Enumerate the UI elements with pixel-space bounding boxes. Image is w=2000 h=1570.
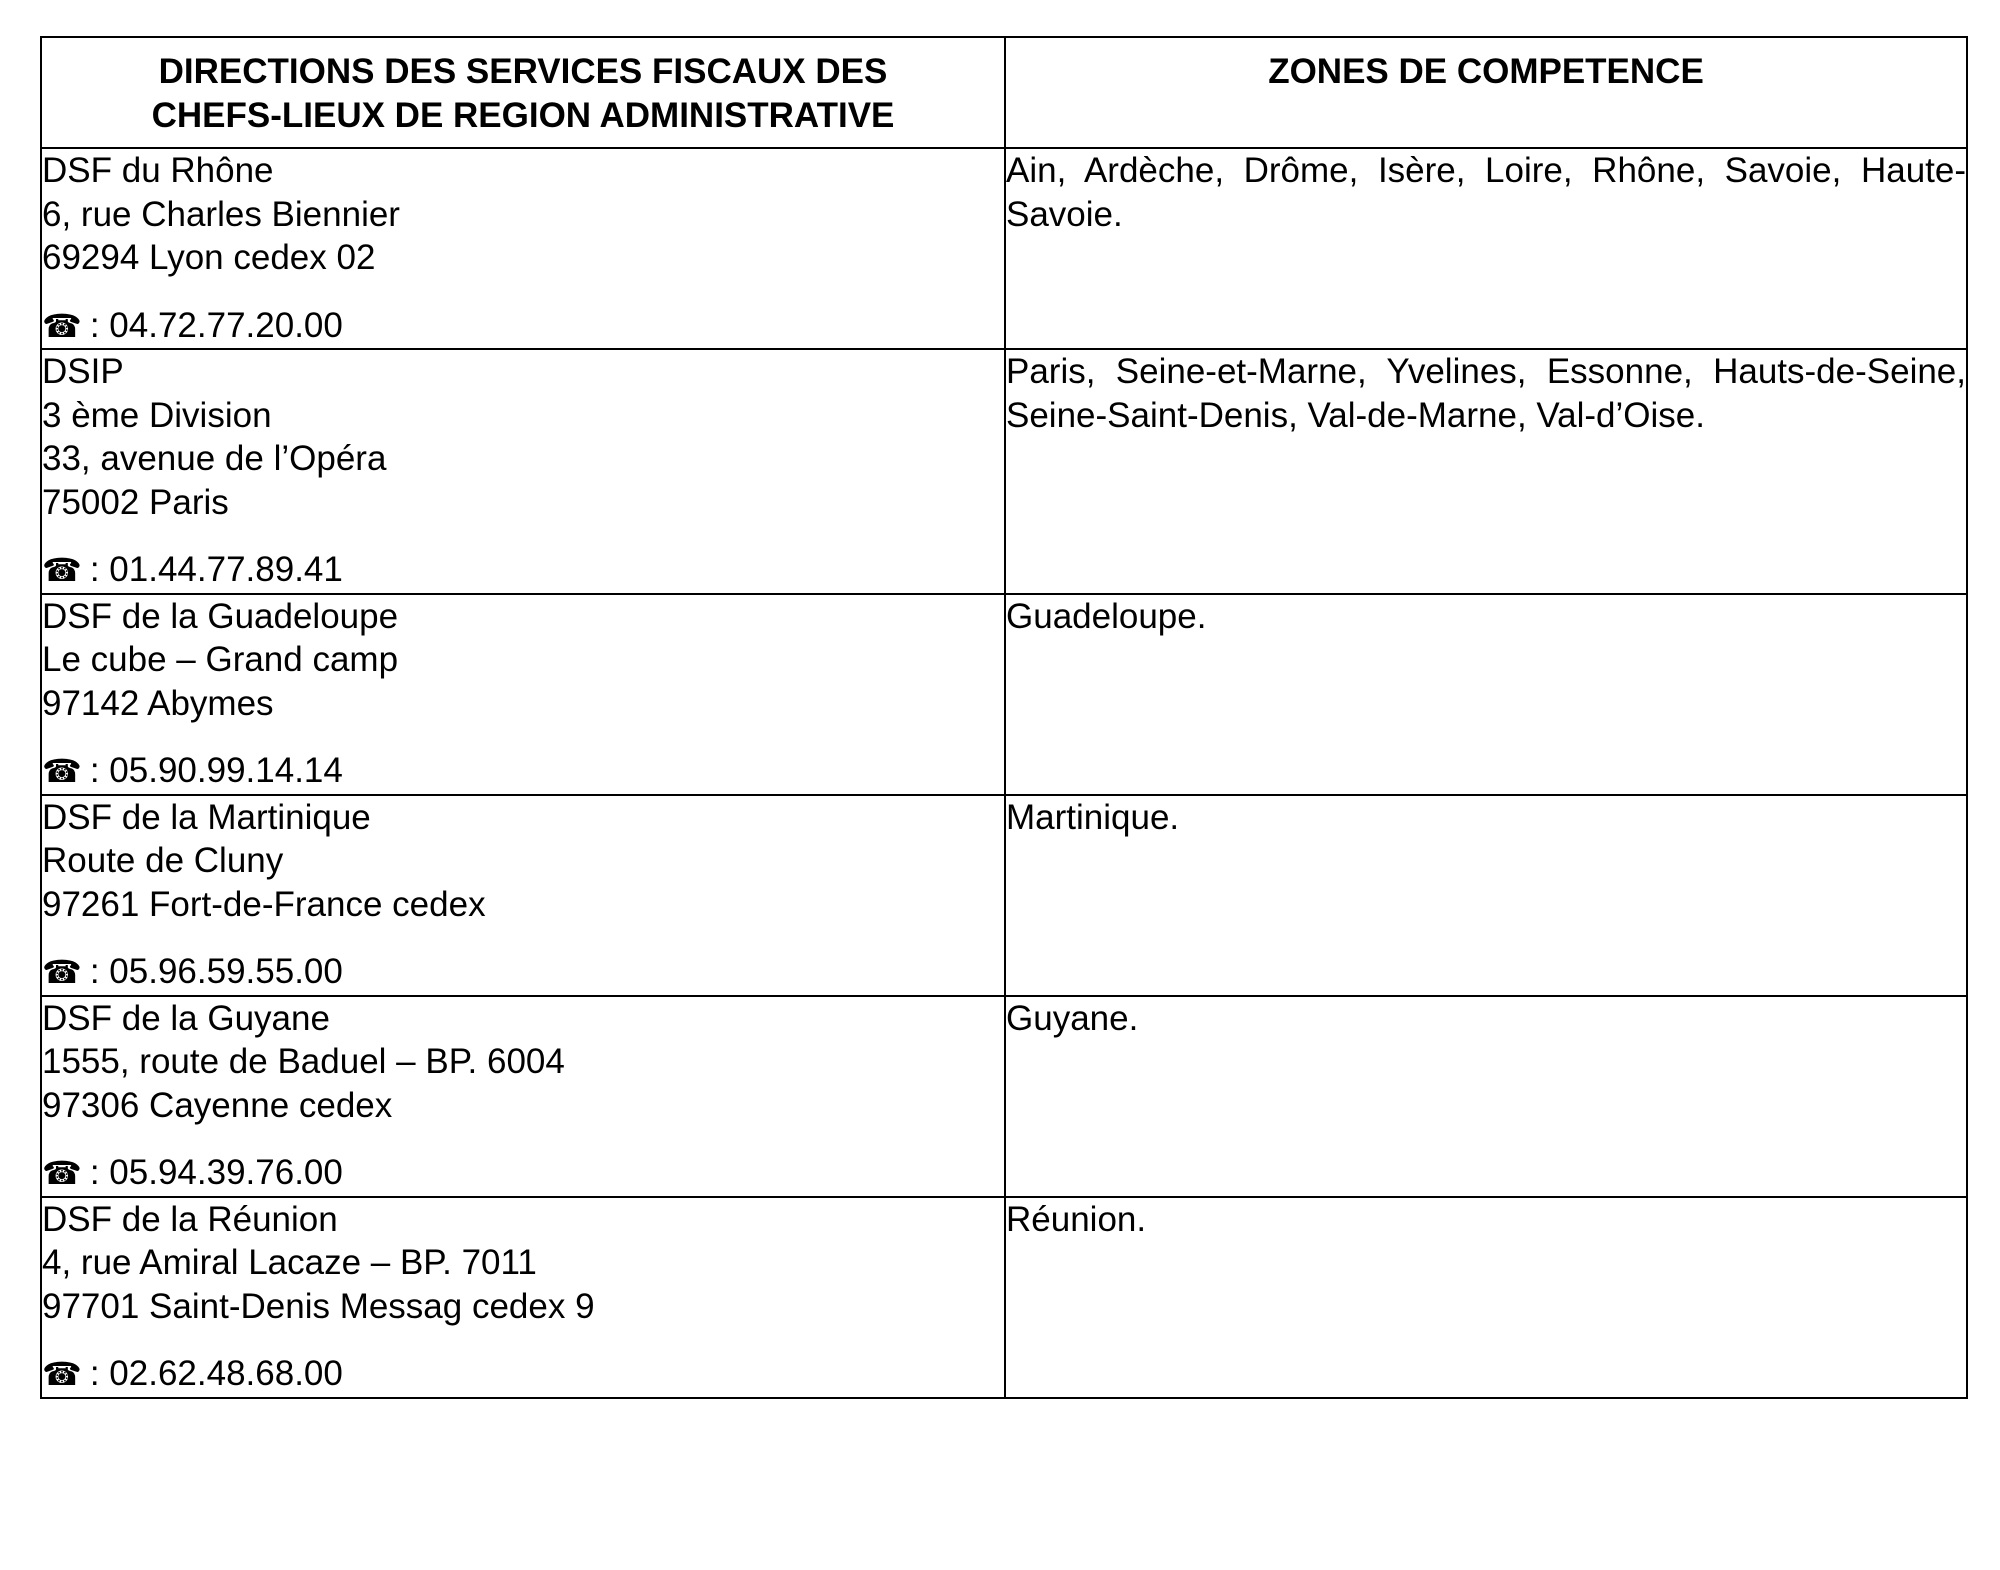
zones-cell: Martinique. [1005, 795, 1967, 996]
direction-name: DSF de la Martinique [42, 797, 371, 837]
phone-number: : 02.62.48.68.00 [89, 1354, 343, 1393]
address-line: Route de Cluny [42, 841, 284, 880]
zones-cell: Ain, Ardèche, Drôme, Isère, Loire, Rhône, Savoie, Haute-Savoie. [1005, 148, 1967, 349]
direction-name: DSF de la Guadeloupe [42, 596, 399, 636]
direction-cell [41, 594, 1005, 795]
table-row [41, 148, 1967, 349]
zones-cell: Guyane. [1005, 996, 1967, 1197]
telephone-icon: ☎ [42, 1356, 82, 1392]
header-zones: ZONES DE COMPETENCE [1005, 37, 1967, 148]
phone-line [42, 1352, 1004, 1397]
address-line: 6, rue Charles Biennier [42, 194, 400, 234]
address-line: Le cube – Grand camp [42, 640, 399, 679]
address-line: 4, rue Amiral Lacaze – BP. 7011 [42, 1243, 537, 1282]
table-row [41, 349, 1967, 594]
directions-table [40, 36, 1968, 1399]
phone-line [42, 950, 1004, 995]
phone-number: : 05.90.99.14.14 [89, 751, 343, 790]
direction-name: DSF de la Guyane [42, 998, 330, 1038]
phone-line [42, 749, 1004, 794]
phone-line [42, 548, 1004, 593]
phone-line [42, 304, 1004, 349]
zones-cell: Réunion. [1005, 1197, 1967, 1398]
zones-cell: Paris, Seine-et-Marne, Yvelines, Essonne, Hauts-de-Seine, Seine-Saint-Denis, Val-de-Marne, Val-d’Oise. [1005, 349, 1967, 594]
telephone-icon: ☎ [42, 1155, 82, 1191]
phone-number: : 05.96.59.55.00 [89, 952, 343, 991]
phone-number: : 05.94.39.76.00 [89, 1153, 343, 1192]
direction-name: DSF du Rhône [42, 151, 274, 190]
table-row [41, 1197, 1967, 1398]
direction-cell [41, 996, 1005, 1197]
direction-cell [41, 1197, 1005, 1398]
telephone-icon: ☎ [42, 307, 82, 344]
address-line: 3 ème Division [42, 395, 272, 435]
telephone-icon: ☎ [42, 954, 82, 990]
table-row [41, 795, 1967, 996]
telephone-icon: ☎ [42, 753, 82, 789]
phone-number: : 04.72.77.20.00 [89, 305, 343, 345]
direction-cell [41, 795, 1005, 996]
table-row [41, 996, 1967, 1197]
direction-cell [41, 148, 1005, 349]
direction-name: DSIP [42, 352, 124, 391]
direction-cell [41, 349, 1005, 594]
phone-number: : 01.44.77.89.41 [89, 550, 343, 589]
header-directions-line1: DIRECTIONS DES SERVICES FISCAUX DES [158, 52, 888, 91]
address-line: 97142 Abymes [42, 683, 274, 723]
address-line: 75002 Paris [42, 482, 229, 522]
direction-name: DSF de la Réunion [42, 1199, 338, 1239]
header-row [41, 37, 1967, 148]
header-directions-line2: CHEFS-LIEUX DE REGION ADMINISTRATIVE [151, 96, 895, 135]
table-row [41, 594, 1967, 795]
address-line: 69294 Lyon cedex 02 [42, 238, 376, 277]
address-line: 97261 Fort-de-France cedex [42, 884, 486, 924]
telephone-icon: ☎ [42, 552, 82, 588]
address-line: 33, avenue de l’Opéra [42, 439, 387, 478]
address-line: 97701 Saint-Denis Messag cedex 9 [42, 1286, 595, 1326]
phone-line [42, 1151, 1004, 1196]
address-line: 97306 Cayenne cedex [42, 1085, 393, 1125]
zones-cell: Guadeloupe. [1005, 594, 1967, 795]
header-directions [41, 37, 1005, 148]
address-line: 1555, route de Baduel – BP. 6004 [42, 1042, 565, 1081]
